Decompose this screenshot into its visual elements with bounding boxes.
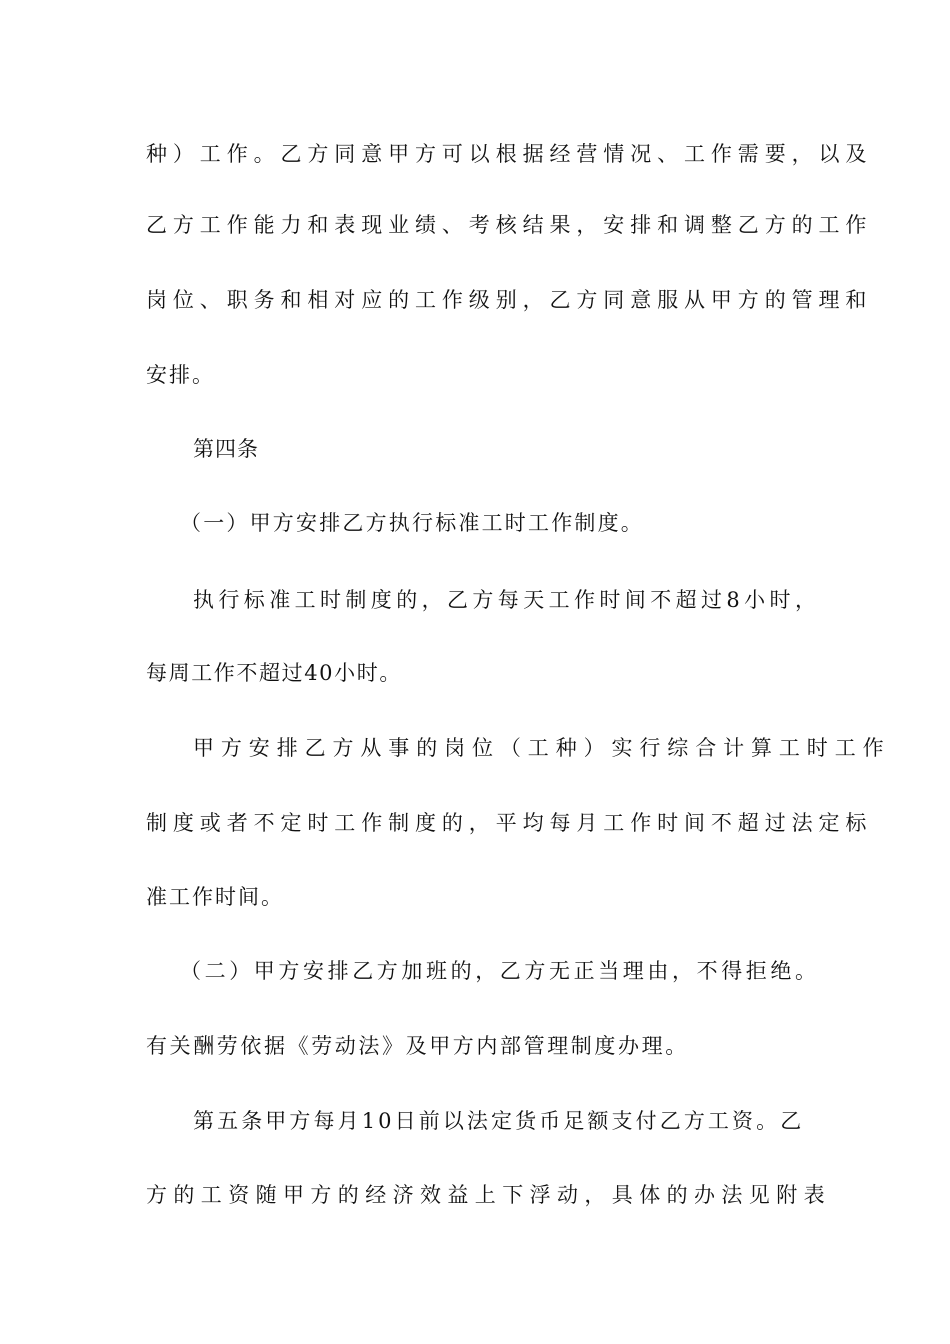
text-line-10: 制度或者不定时工作制度的，平均每月工作时间不超过法定标 [146, 811, 873, 835]
text-line-2: 乙方工作能力和表现业绩、考核结果，安排和调整乙方的工作 [146, 213, 873, 237]
clause-1-heading: （一）甲方安排乙方执行标准工时工作制度。 [180, 511, 644, 535]
text-line-1: 种）工作。乙方同意甲方可以根据经营情况、工作需要，以及 [146, 142, 873, 166]
text-line-13: 有关酬劳依据《劳动法》及甲方内部管理制度办理。 [146, 1034, 689, 1058]
clause-2-heading: （二）甲方安排乙方加班的，乙方无正当理由，不得拒绝。 [180, 959, 820, 983]
article-heading-4: 第四条 [193, 437, 259, 461]
text-line-15: 方的工资随甲方的经济效益上下浮动，具体的办法见附表 [146, 1183, 831, 1207]
article-5-line: 第五条甲方每月10日前以法定货币足额支付乙方工资。乙 [193, 1109, 805, 1133]
text-line-8: 每周工作不超过40小时。 [146, 661, 402, 685]
text-line-11: 准工作时间。 [146, 885, 284, 909]
text-line-4: 安排。 [146, 363, 215, 387]
text-line-3: 岗位、职务和相对应的工作级别，乙方同意服从甲方的管理和 [146, 288, 873, 312]
text-line-7: 执行标准工时制度的，乙方每天工作时间不超过8小时， [193, 588, 821, 612]
text-line-9: 甲方安排乙方从事的岗位（工种）实行综合计算工时工作 [193, 736, 891, 760]
